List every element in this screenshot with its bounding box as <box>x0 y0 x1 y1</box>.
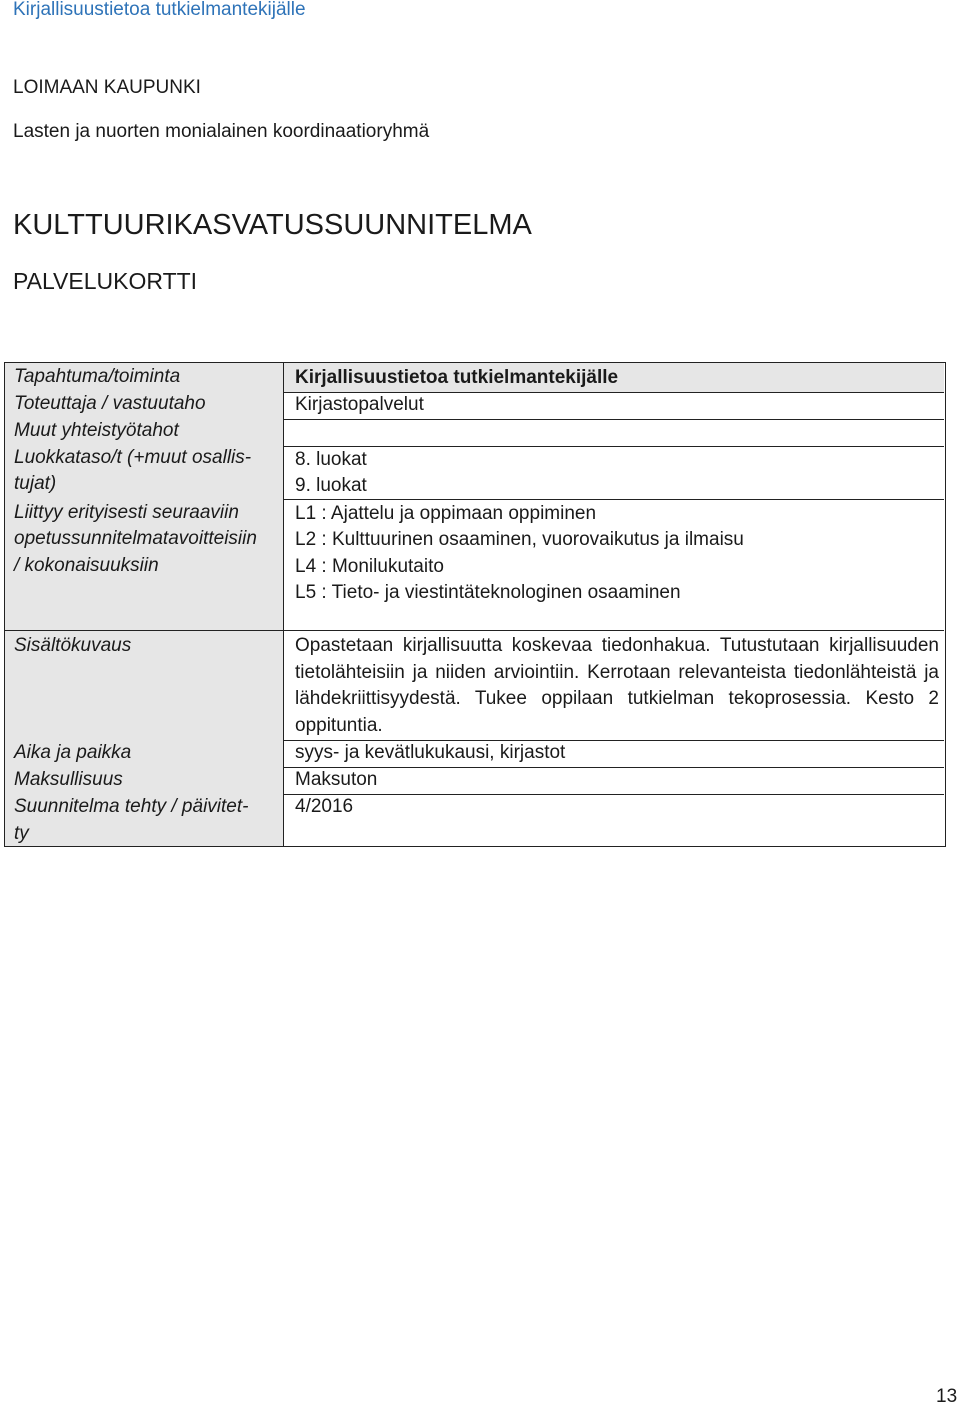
value-grade-9: 9. luokat <box>295 475 367 496</box>
value-organizer: Kirjastopalvelut <box>295 394 424 415</box>
label-time-place: Aika ja paikka <box>14 742 132 763</box>
value-updated: 4/2016 <box>295 796 354 817</box>
label-grade-line2: tujat) <box>14 473 57 494</box>
page-number: 13 <box>936 1386 958 1407</box>
row-divider <box>284 446 944 447</box>
label-organizer: Toteuttaja / vastuutaho <box>14 393 206 414</box>
label-curriculum-line2: opetussunnitelmatavoitteisiin <box>14 528 257 549</box>
label-grade-line1: Luokkataso/t (+muut osallis- <box>14 447 252 468</box>
label-event: Tapahtuma/toiminta <box>14 366 181 387</box>
organization-name: LOIMAAN KAUPUNKI <box>13 77 201 98</box>
label-fee: Maksullisuus <box>14 769 123 790</box>
plan-title: KULTTUURIKASVATUSSUUNNITELMA <box>13 209 532 241</box>
row-divider <box>284 630 944 631</box>
document-heading: Kirjallisuustietoa tutkielmantekijälle <box>13 0 306 20</box>
group-name: Lasten ja nuorten monialainen koordinaatioryhmä <box>13 121 430 142</box>
value-curriculum-l5: L5 : Tieto- ja viestintäteknologinen osaaminen <box>295 582 681 603</box>
value-grade-8: 8. luokat <box>295 449 367 470</box>
row-divider <box>284 419 944 420</box>
label-updated-line1: Suunnitelma tehty / päivitet- <box>14 796 249 817</box>
service-card-table <box>4 362 946 847</box>
label-curriculum-line1: Liittyy erityisesti seuraaviin <box>14 502 239 523</box>
label-updated-line2: ty <box>14 823 29 844</box>
label-partners: Muut yhteistyötahot <box>14 420 179 441</box>
card-title: PALVELUKORTTI <box>13 268 198 294</box>
value-curriculum-l1: L1 : Ajattelu ja oppimaan oppiminen <box>295 503 597 524</box>
label-divider <box>5 630 284 631</box>
row-divider <box>284 767 944 768</box>
value-time-place: syys- ja kevätlukukausi, kirjastot <box>295 742 566 763</box>
value-curriculum-l2: L2 : Kulttuurinen osaaminen, vuorovaikutus ja ilmaisu <box>295 529 744 550</box>
value-event: Kirjallisuustietoa tutkielmantekijälle <box>295 367 619 388</box>
row-divider <box>284 499 944 500</box>
label-description: Sisältökuvaus <box>14 635 132 656</box>
row-divider <box>284 794 944 795</box>
label-curriculum-line3: / kokonaisuuksiin <box>14 555 159 576</box>
value-curriculum-l4: L4 : Monilukutaito <box>295 556 444 577</box>
value-fee: Maksuton <box>295 769 378 790</box>
value-description: Opastetaan kirjallisuutta koskevaa tiedonhakua. Tutustutaan kirjallisuuden tietolähteisiin ja niiden arviointiin. Kerrotaan relevanteista tiedonlähteistä ja lähdekriittisyydestä. Tukee oppilaan tutkielman tekoprosessia. Kesto 2 oppituntia. <box>295 635 939 736</box>
